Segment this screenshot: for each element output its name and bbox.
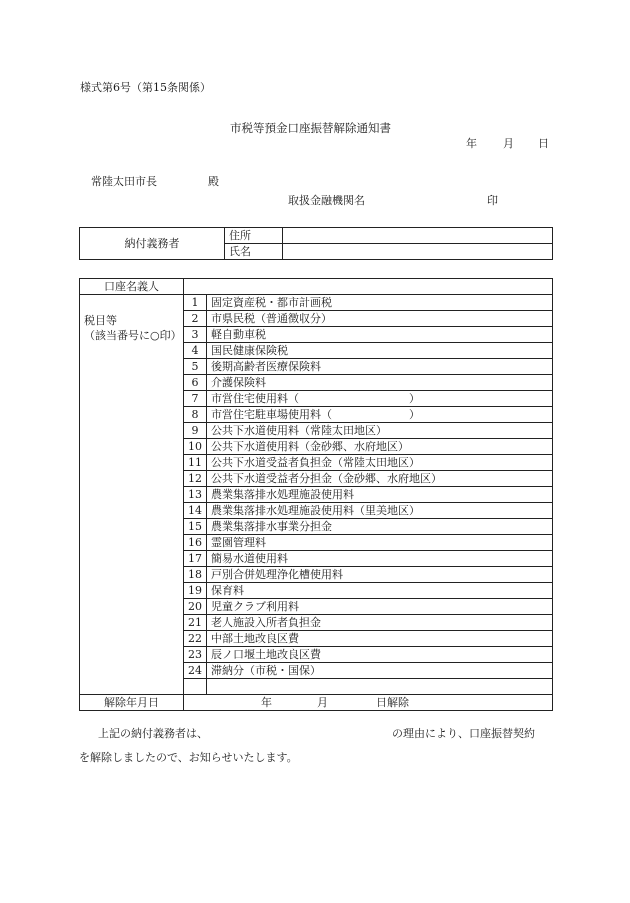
seal-mark: 印 [487, 194, 498, 207]
tax-item-name: 市県民税（普通徴収分） [207, 311, 553, 327]
date-day: 日 [538, 137, 549, 150]
notice-line2: を解除しましたので、お知らせいたします。 [79, 751, 298, 764]
tax-item-number[interactable]: 3 [184, 327, 207, 343]
tax-item-name: 固定資産税・都市計画税 [207, 295, 553, 311]
tax-item-number[interactable]: 2 [184, 311, 207, 327]
name-field[interactable] [283, 244, 553, 260]
cancel-date-year: 年 [261, 696, 272, 709]
tax-category-label-line2: （該当番号に○印） [84, 329, 182, 342]
tax-item-number[interactable]: 8 [184, 407, 207, 423]
tax-item-number[interactable]: 4 [184, 343, 207, 359]
notice-line1-end: の理由により、口座振替契約 [392, 727, 535, 740]
tax-item-number[interactable]: 16 [184, 535, 207, 551]
tax-category-label [80, 295, 184, 695]
tax-item-number[interactable]: 10 [184, 439, 207, 455]
tax-item-name: 公共下水道使用料（常陸太田地区） [207, 423, 553, 439]
cancel-date-field[interactable] [184, 695, 553, 711]
tax-item-number[interactable]: 17 [184, 551, 207, 567]
tax-item-name: 市営住宅使用料（ ） [207, 391, 553, 407]
tax-item-name: 国民健康保険税 [207, 343, 553, 359]
tax-item-number[interactable]: 23 [184, 647, 207, 663]
tax-item-name: 辰ノ口堰土地改良区費 [207, 647, 553, 663]
taxpayer-table [79, 227, 553, 260]
tax-item-name: 霊園管理料 [207, 535, 553, 551]
address-field[interactable] [283, 228, 553, 244]
cancel-date-day: 日解除 [376, 696, 409, 709]
tax-item-name: 公共下水道使用料（金砂郷、水府地区） [207, 439, 553, 455]
tax-item-number[interactable]: 14 [184, 503, 207, 519]
date-year: 年 [466, 137, 477, 150]
account-table [79, 278, 553, 711]
tax-item-name: 農業集落排水処理施設使用料（里美地区） [207, 503, 553, 519]
addressee-honorific: 殿 [208, 175, 219, 188]
tax-item-number[interactable]: 19 [184, 583, 207, 599]
tax-item-number[interactable]: 22 [184, 631, 207, 647]
tax-item-number[interactable]: 9 [184, 423, 207, 439]
tax-item-number[interactable]: 7 [184, 391, 207, 407]
tax-item-name: 児童クラブ利用料 [207, 599, 553, 615]
tax-item-name: 簡易水道使用料 [207, 551, 553, 567]
tax-item-number[interactable]: 24 [184, 663, 207, 679]
tax-item-name: 戸別合併処理浄化槽使用料 [207, 567, 553, 583]
notice-line1-start: 上記の納付義務者は、 [98, 727, 208, 740]
blank-item-cell [207, 679, 553, 695]
tax-item-name: 老人施設入所者負担金 [207, 615, 553, 631]
tax-item-number[interactable]: 6 [184, 375, 207, 391]
tax-item-name: 軽自動車税 [207, 327, 553, 343]
tax-item-name: 公共下水道受益者負担金（常陸太田地区） [207, 455, 553, 471]
cancel-date-month: 月 [317, 696, 328, 709]
addressee-mayor: 常陸太田市長 [91, 175, 157, 188]
tax-item-number[interactable]: 15 [184, 519, 207, 535]
tax-item-number[interactable]: 13 [184, 487, 207, 503]
tax-item-number[interactable]: 18 [184, 567, 207, 583]
tax-category-label-line1: 税目等 [84, 314, 117, 327]
bank-name-label: 取扱金融機関名 [288, 194, 365, 207]
name-label: 氏名 [225, 244, 283, 260]
document-title: 市税等預金口座振替解除通知書 [230, 121, 391, 135]
tax-item-name: 後期高齢者医療保険料 [207, 359, 553, 375]
tax-item-number[interactable]: 20 [184, 599, 207, 615]
tax-item-number[interactable]: 11 [184, 455, 207, 471]
tax-item-name: 滞納分（市税・国保） [207, 663, 553, 679]
tax-item-number[interactable]: 12 [184, 471, 207, 487]
tax-item-name: 介護保険料 [207, 375, 553, 391]
form-number: 様式第6号（第15条関係） [80, 81, 211, 94]
tax-item-number[interactable]: 5 [184, 359, 207, 375]
tax-item-name: 市営住宅駐車場使用料（ ） [207, 407, 553, 423]
tax-item-name: 農業集落排水処理施設使用料 [207, 487, 553, 503]
taxpayer-label: 納付義務者 [80, 228, 225, 260]
address-label: 住所 [225, 228, 283, 244]
tax-item-number[interactable]: 21 [184, 615, 207, 631]
account-holder-field[interactable] [184, 279, 553, 295]
tax-item-name: 中部土地改良区費 [207, 631, 553, 647]
date-month: 月 [503, 137, 514, 150]
tax-item-name: 保育料 [207, 583, 553, 599]
cancel-date-label: 解除年月日 [80, 695, 184, 711]
blank-number-cell [184, 679, 207, 695]
tax-item-name: 農業集落排水事業分担金 [207, 519, 553, 535]
account-holder-label: 口座名義人 [80, 279, 184, 295]
tax-item-number[interactable]: 1 [184, 295, 207, 311]
tax-item-name: 公共下水道受益者分担金（金砂郷、水府地区） [207, 471, 553, 487]
